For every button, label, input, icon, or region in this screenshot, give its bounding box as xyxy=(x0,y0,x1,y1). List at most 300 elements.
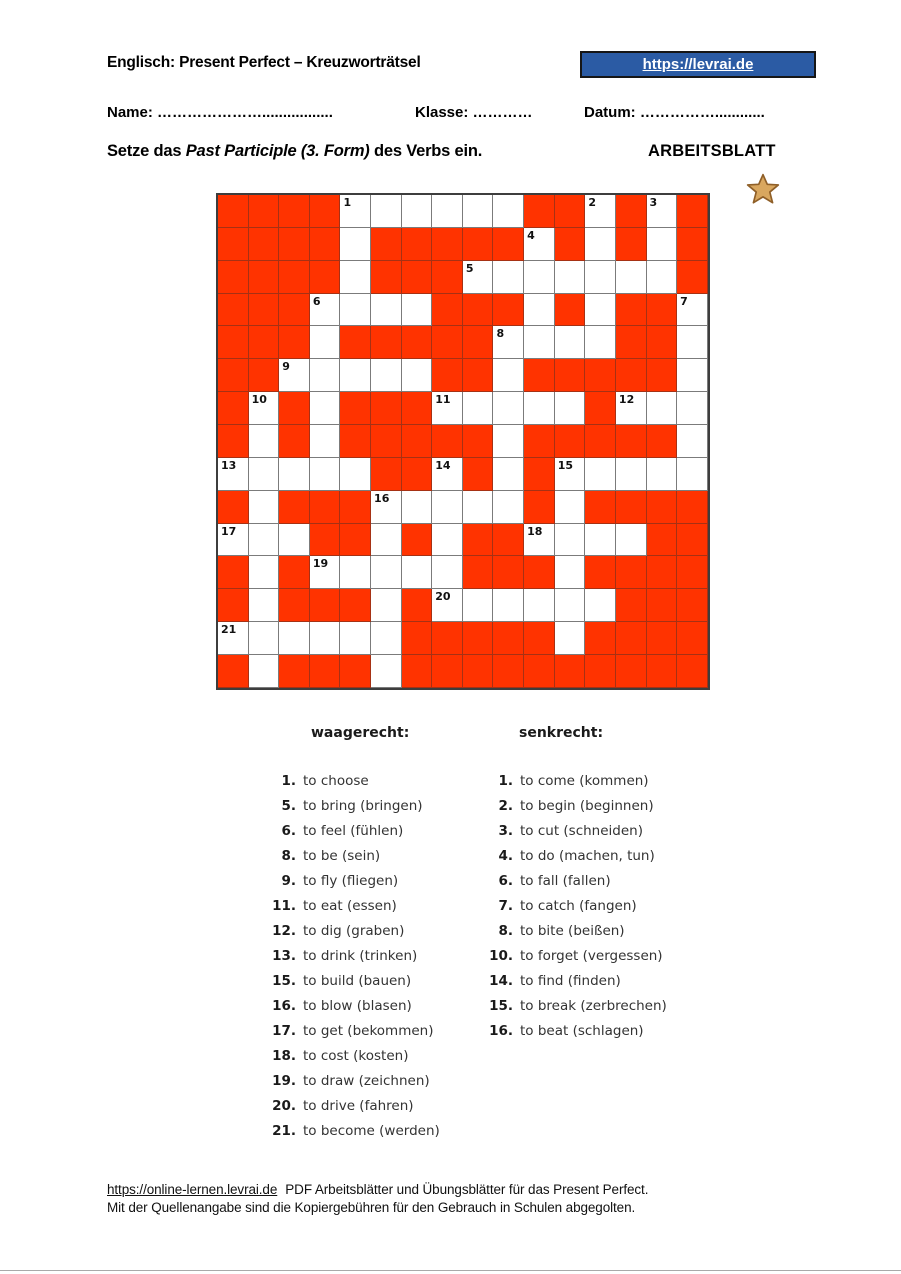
clue-item xyxy=(260,1043,440,1068)
grid-cell-blocked xyxy=(249,294,280,327)
clue-item xyxy=(477,868,667,893)
clue-text: to dig (graben) xyxy=(303,922,405,939)
grid-cell xyxy=(402,359,433,392)
grid-cell-blocked xyxy=(463,524,494,557)
grid-cell-blocked xyxy=(279,326,310,359)
grid-cell xyxy=(463,589,494,622)
clue-item xyxy=(260,968,440,993)
grid-cell-blocked xyxy=(647,491,678,524)
grid-cell-blocked xyxy=(218,228,249,261)
grid-cell xyxy=(585,326,616,359)
grid-cell-number: 18 xyxy=(527,524,543,538)
grid-cell-number: 10 xyxy=(251,393,267,407)
clue-number: 5. xyxy=(281,797,296,814)
clue-number: 16. xyxy=(489,1022,513,1039)
grid-cell-blocked xyxy=(616,556,647,589)
grid-cell-blocked xyxy=(647,294,678,327)
grid-cell-number: 2 xyxy=(588,196,596,209)
clue-item xyxy=(260,1118,440,1143)
page-bottom-edge xyxy=(0,1270,901,1271)
page-title: Englisch: Present Perfect – Kreuzworträtsel xyxy=(107,54,421,71)
grid-cell xyxy=(310,294,341,327)
grid-cell-blocked xyxy=(493,228,524,261)
grid-cell-blocked xyxy=(463,425,494,458)
clue-item xyxy=(477,968,667,993)
datum-field-label: Datum: ……………............ xyxy=(584,104,765,121)
clue-number: 18. xyxy=(272,1047,296,1064)
clue-number: 6. xyxy=(281,822,296,839)
grid-cell xyxy=(218,622,249,655)
grid-cell-blocked xyxy=(249,359,280,392)
grid-cell xyxy=(555,524,586,557)
grid-cell-blocked xyxy=(432,425,463,458)
clue-item xyxy=(477,818,667,843)
grid-cell-blocked xyxy=(371,392,402,425)
grid-cell-blocked xyxy=(402,655,433,688)
clue-text: to cut (schneiden) xyxy=(520,822,643,839)
grid-cell xyxy=(402,556,433,589)
clue-item xyxy=(260,868,440,893)
clue-text: to get (bekommen) xyxy=(303,1022,434,1039)
grid-cell-blocked xyxy=(340,491,371,524)
grid-cell xyxy=(371,359,402,392)
grid-cell-blocked xyxy=(647,326,678,359)
grid-cell-blocked xyxy=(432,655,463,688)
grid-cell xyxy=(555,326,586,359)
grid-cell-blocked xyxy=(555,359,586,392)
grid-cell xyxy=(340,622,371,655)
grid-cell-blocked xyxy=(677,556,708,589)
clue-number: 2. xyxy=(498,797,513,814)
grid-cell xyxy=(371,294,402,327)
grid-cell-blocked xyxy=(218,491,249,524)
grid-cell-blocked xyxy=(279,392,310,425)
grid-cell-blocked xyxy=(463,228,494,261)
clue-number: 20. xyxy=(272,1097,296,1114)
grid-cell xyxy=(585,458,616,491)
clue-number: 9. xyxy=(281,872,296,889)
grid-cell-blocked xyxy=(555,655,586,688)
levrai-link-box[interactable] xyxy=(580,51,816,78)
grid-cell-blocked xyxy=(310,491,341,524)
grid-cell-number: 4 xyxy=(527,228,535,242)
grid-cell-blocked xyxy=(647,655,678,688)
grid-cell-number: 20 xyxy=(435,590,451,604)
grid-cell-blocked xyxy=(402,326,433,359)
grid-cell-blocked xyxy=(524,195,555,228)
across-heading: waagerecht: xyxy=(311,725,410,741)
grid-cell xyxy=(249,622,280,655)
grid-cell-blocked xyxy=(371,261,402,294)
grid-cell-blocked xyxy=(493,622,524,655)
grid-cell-blocked xyxy=(524,556,555,589)
grid-cell-blocked xyxy=(677,195,708,228)
grid-cell-blocked xyxy=(647,425,678,458)
grid-cell xyxy=(555,261,586,294)
grid-cell-number: 6 xyxy=(312,294,321,308)
grid-cell xyxy=(677,392,708,425)
grid-cell xyxy=(463,392,494,425)
grid-cell xyxy=(249,491,280,524)
clue-text: to find (finden) xyxy=(520,972,621,989)
grid-cell-blocked xyxy=(463,359,494,392)
grid-cell xyxy=(616,392,647,425)
grid-cell xyxy=(616,261,647,294)
clue-number: 11. xyxy=(272,897,296,914)
clue-number: 15. xyxy=(489,997,513,1014)
grid-cell-blocked xyxy=(279,425,310,458)
grid-cell xyxy=(432,458,463,491)
grid-cell-blocked xyxy=(616,195,647,228)
grid-cell xyxy=(677,326,708,359)
grid-cell-blocked xyxy=(371,425,402,458)
clue-number: 19. xyxy=(272,1072,296,1089)
grid-cell xyxy=(432,556,463,589)
clue-number: 3. xyxy=(498,822,513,839)
grid-cell-number: 9 xyxy=(282,360,290,374)
grid-cell-number: 15 xyxy=(557,458,574,472)
grid-cell xyxy=(279,524,310,557)
grid-cell-blocked xyxy=(218,326,249,359)
clue-number: 14. xyxy=(489,972,513,989)
clue-text: to draw (zeichnen) xyxy=(303,1072,430,1089)
grid-cell-number: 5 xyxy=(465,261,474,275)
star-icon xyxy=(746,172,780,206)
grid-cell-blocked xyxy=(340,655,371,688)
grid-cell-blocked xyxy=(585,655,616,688)
grid-cell-blocked xyxy=(310,228,341,261)
clue-text: to cost (kosten) xyxy=(303,1047,409,1064)
grid-cell-blocked xyxy=(340,425,371,458)
clue-number: 7. xyxy=(498,897,513,914)
grid-cell xyxy=(555,491,586,524)
grid-cell xyxy=(524,524,555,557)
grid-cell-blocked xyxy=(249,261,280,294)
grid-cell xyxy=(493,458,524,491)
grid-cell xyxy=(585,261,616,294)
grid-cell xyxy=(371,491,402,524)
grid-cell xyxy=(249,655,280,688)
grid-cell xyxy=(371,655,402,688)
grid-cell-blocked xyxy=(493,556,524,589)
grid-cell-blocked xyxy=(493,294,524,327)
grid-cell-blocked xyxy=(402,589,433,622)
grid-cell xyxy=(493,589,524,622)
clue-text: to break (zerbrechen) xyxy=(520,997,667,1014)
arbeitsblatt-badge: ARBEITSBLATT xyxy=(648,142,776,160)
clue-text: to feel (fühlen) xyxy=(303,822,404,839)
clue-item xyxy=(260,918,440,943)
grid-cell-blocked xyxy=(585,491,616,524)
grid-cell xyxy=(647,228,678,261)
klasse-field-label: Klasse: ………… xyxy=(415,104,533,121)
clue-text: to blow (blasen) xyxy=(303,997,412,1014)
grid-cell-blocked xyxy=(677,655,708,688)
grid-cell-blocked xyxy=(402,261,433,294)
grid-cell-blocked xyxy=(218,655,249,688)
grid-cell xyxy=(340,556,371,589)
grid-cell xyxy=(279,359,310,392)
grid-cell-blocked xyxy=(432,622,463,655)
grid-cell-blocked xyxy=(463,326,494,359)
footer xyxy=(107,1181,648,1217)
grid-cell-blocked xyxy=(310,589,341,622)
down-heading: senkrecht: xyxy=(519,725,604,741)
grid-cell-number: 12 xyxy=(618,393,635,407)
clue-item xyxy=(260,843,440,868)
grid-cell xyxy=(555,458,586,491)
clue-text: to come (kommen) xyxy=(520,772,649,789)
grid-cell xyxy=(310,458,341,491)
grid-cell-blocked xyxy=(218,359,249,392)
grid-cell-blocked xyxy=(463,622,494,655)
down-clue-list xyxy=(477,768,667,1043)
clue-item xyxy=(260,943,440,968)
grid-cell-blocked xyxy=(249,195,280,228)
grid-cell xyxy=(310,326,341,359)
instruction-text: Setze das Past Participle (3. Form) des Verbs ein. xyxy=(107,142,483,160)
grid-cell-number: 19 xyxy=(312,557,329,571)
clue-item xyxy=(260,1068,440,1093)
grid-cell-blocked xyxy=(371,458,402,491)
grid-cell-blocked xyxy=(524,425,555,458)
grid-cell-blocked xyxy=(310,261,341,294)
grid-cell xyxy=(616,524,647,557)
grid-cell xyxy=(310,556,341,589)
grid-cell xyxy=(493,392,524,425)
grid-cell xyxy=(647,261,678,294)
grid-cell-blocked xyxy=(677,589,708,622)
grid-cell xyxy=(279,458,310,491)
clue-number: 16. xyxy=(272,997,296,1014)
grid-cell-blocked xyxy=(218,195,249,228)
grid-cell-number: 14 xyxy=(435,458,451,472)
clue-text: to fall (fallen) xyxy=(520,872,611,889)
grid-cell-blocked xyxy=(616,655,647,688)
grid-cell xyxy=(310,425,341,458)
clue-item xyxy=(477,993,667,1018)
grid-cell xyxy=(493,491,524,524)
grid-cell-blocked xyxy=(432,228,463,261)
grid-cell xyxy=(647,458,678,491)
clue-text: to beat (schlagen) xyxy=(520,1022,644,1039)
grid-cell-blocked xyxy=(402,425,433,458)
grid-cell-blocked xyxy=(616,589,647,622)
grid-cell xyxy=(585,195,616,228)
clue-number: 1. xyxy=(498,772,513,789)
grid-cell xyxy=(249,425,280,458)
grid-cell-blocked xyxy=(524,655,555,688)
grid-cell xyxy=(340,458,371,491)
clue-number: 10. xyxy=(489,947,513,964)
instruction-italic: Past Participle (3. Form) xyxy=(185,142,370,160)
grid-cell-blocked xyxy=(677,261,708,294)
grid-cell-number: 13 xyxy=(221,458,237,472)
clue-item xyxy=(260,1018,440,1043)
grid-cell xyxy=(249,556,280,589)
grid-cell-blocked xyxy=(432,261,463,294)
grid-cell xyxy=(249,458,280,491)
grid-cell-blocked xyxy=(677,228,708,261)
grid-cell xyxy=(371,556,402,589)
clue-item xyxy=(477,893,667,918)
grid-cell-blocked xyxy=(524,458,555,491)
grid-cell xyxy=(555,392,586,425)
grid-cell xyxy=(402,195,433,228)
grid-cell-blocked xyxy=(371,228,402,261)
grid-cell-blocked xyxy=(616,326,647,359)
grid-cell xyxy=(340,294,371,327)
levrai-link[interactable]: https://levrai.de xyxy=(642,56,754,73)
grid-cell xyxy=(218,524,249,557)
grid-cell-blocked xyxy=(647,359,678,392)
grid-cell-blocked xyxy=(616,622,647,655)
grid-cell xyxy=(555,589,586,622)
grid-cell-blocked xyxy=(432,359,463,392)
grid-cell-blocked xyxy=(371,326,402,359)
grid-cell xyxy=(340,261,371,294)
grid-cell xyxy=(585,294,616,327)
clue-text: to drink (trinken) xyxy=(303,947,418,964)
clue-text: to bite (beißen) xyxy=(520,922,625,939)
grid-cell xyxy=(371,622,402,655)
clue-text: to eat (essen) xyxy=(303,897,397,914)
grid-cell xyxy=(310,359,341,392)
grid-cell-blocked xyxy=(555,425,586,458)
grid-cell-blocked xyxy=(585,359,616,392)
clue-number: 12. xyxy=(272,922,296,939)
grid-cell-blocked xyxy=(402,622,433,655)
grid-cell xyxy=(371,589,402,622)
grid-cell-blocked xyxy=(249,228,280,261)
grid-cell-blocked xyxy=(402,524,433,557)
grid-cell-blocked xyxy=(616,228,647,261)
grid-cell-blocked xyxy=(340,326,371,359)
footer-line1 xyxy=(107,1181,648,1199)
clue-item xyxy=(260,1093,440,1118)
grid-cell-blocked xyxy=(647,589,678,622)
clue-number: 4. xyxy=(498,847,513,864)
grid-cell xyxy=(432,589,463,622)
grid-cell-number: 1 xyxy=(343,196,352,209)
clue-item xyxy=(477,943,667,968)
grid-cell-blocked xyxy=(677,491,708,524)
clue-number: 6. xyxy=(498,872,513,889)
clue-item xyxy=(260,893,440,918)
grid-cell-blocked xyxy=(340,392,371,425)
clue-item xyxy=(477,1018,667,1043)
grid-cell xyxy=(555,622,586,655)
grid-cell-blocked xyxy=(218,392,249,425)
grid-cell xyxy=(432,195,463,228)
grid-cell xyxy=(432,392,463,425)
crossword-grid xyxy=(216,193,710,690)
grid-cell-blocked xyxy=(555,228,586,261)
grid-cell-blocked xyxy=(463,655,494,688)
clue-number: 1. xyxy=(281,772,296,789)
grid-cell-blocked xyxy=(218,294,249,327)
grid-cell xyxy=(371,195,402,228)
grid-cell xyxy=(493,359,524,392)
grid-cell xyxy=(463,491,494,524)
grid-cell xyxy=(677,425,708,458)
grid-cell-blocked xyxy=(524,491,555,524)
clue-text: to begin (beginnen) xyxy=(520,797,654,814)
clue-number: 13. xyxy=(272,947,296,964)
clue-item xyxy=(260,768,440,793)
grid-cell-blocked xyxy=(677,524,708,557)
grid-cell-blocked xyxy=(524,622,555,655)
clue-number: 17. xyxy=(272,1022,296,1039)
grid-cell xyxy=(524,294,555,327)
grid-cell-blocked xyxy=(310,524,341,557)
grid-cell-blocked xyxy=(647,556,678,589)
footer-link[interactable]: https://online-lernen.levrai.de xyxy=(107,1182,278,1197)
clue-text: to choose xyxy=(303,772,369,789)
grid-cell xyxy=(310,392,341,425)
grid-cell-blocked xyxy=(616,491,647,524)
grid-cell xyxy=(340,195,371,228)
grid-cell-blocked xyxy=(493,524,524,557)
grid-cell-blocked xyxy=(585,425,616,458)
clue-number: 15. xyxy=(272,972,296,989)
clue-text: to become (werden) xyxy=(303,1122,440,1139)
grid-cell-blocked xyxy=(279,556,310,589)
clue-item xyxy=(477,768,667,793)
clue-item xyxy=(260,793,440,818)
grid-cell-blocked xyxy=(616,425,647,458)
grid-cell xyxy=(493,195,524,228)
grid-cell-blocked xyxy=(677,622,708,655)
grid-cell-blocked xyxy=(432,294,463,327)
grid-cell xyxy=(249,589,280,622)
grid-cell-blocked xyxy=(402,458,433,491)
grid-cell xyxy=(585,524,616,557)
grid-cell xyxy=(371,524,402,557)
clue-text: to bring (bringen) xyxy=(303,797,423,814)
grid-cell xyxy=(616,458,647,491)
grid-cell-blocked xyxy=(310,655,341,688)
clue-item xyxy=(260,993,440,1018)
grid-cell-blocked xyxy=(463,556,494,589)
grid-cell xyxy=(432,491,463,524)
grid-cell xyxy=(555,556,586,589)
grid-cell-blocked xyxy=(279,261,310,294)
grid-cell xyxy=(493,425,524,458)
grid-cell-blocked xyxy=(310,195,341,228)
grid-cell-blocked xyxy=(463,294,494,327)
grid-cell-blocked xyxy=(616,294,647,327)
grid-cell-blocked xyxy=(218,589,249,622)
clue-number: 8. xyxy=(281,847,296,864)
grid-cell xyxy=(647,195,678,228)
grid-cell-number: 17 xyxy=(221,524,237,538)
clue-text: to forget (vergessen) xyxy=(520,947,663,964)
grid-cell xyxy=(677,294,708,327)
grid-cell-blocked xyxy=(493,655,524,688)
grid-cell-blocked xyxy=(279,294,310,327)
clue-text: to fly (fliegen) xyxy=(303,872,399,889)
clue-text: to build (bauen) xyxy=(303,972,412,989)
grid-cell xyxy=(493,261,524,294)
grid-cell-blocked xyxy=(463,458,494,491)
grid-cell-blocked xyxy=(218,261,249,294)
grid-cell-blocked xyxy=(279,195,310,228)
grid-cell xyxy=(524,228,555,261)
grid-cell-blocked xyxy=(524,359,555,392)
grid-cell xyxy=(647,392,678,425)
grid-cell xyxy=(340,228,371,261)
